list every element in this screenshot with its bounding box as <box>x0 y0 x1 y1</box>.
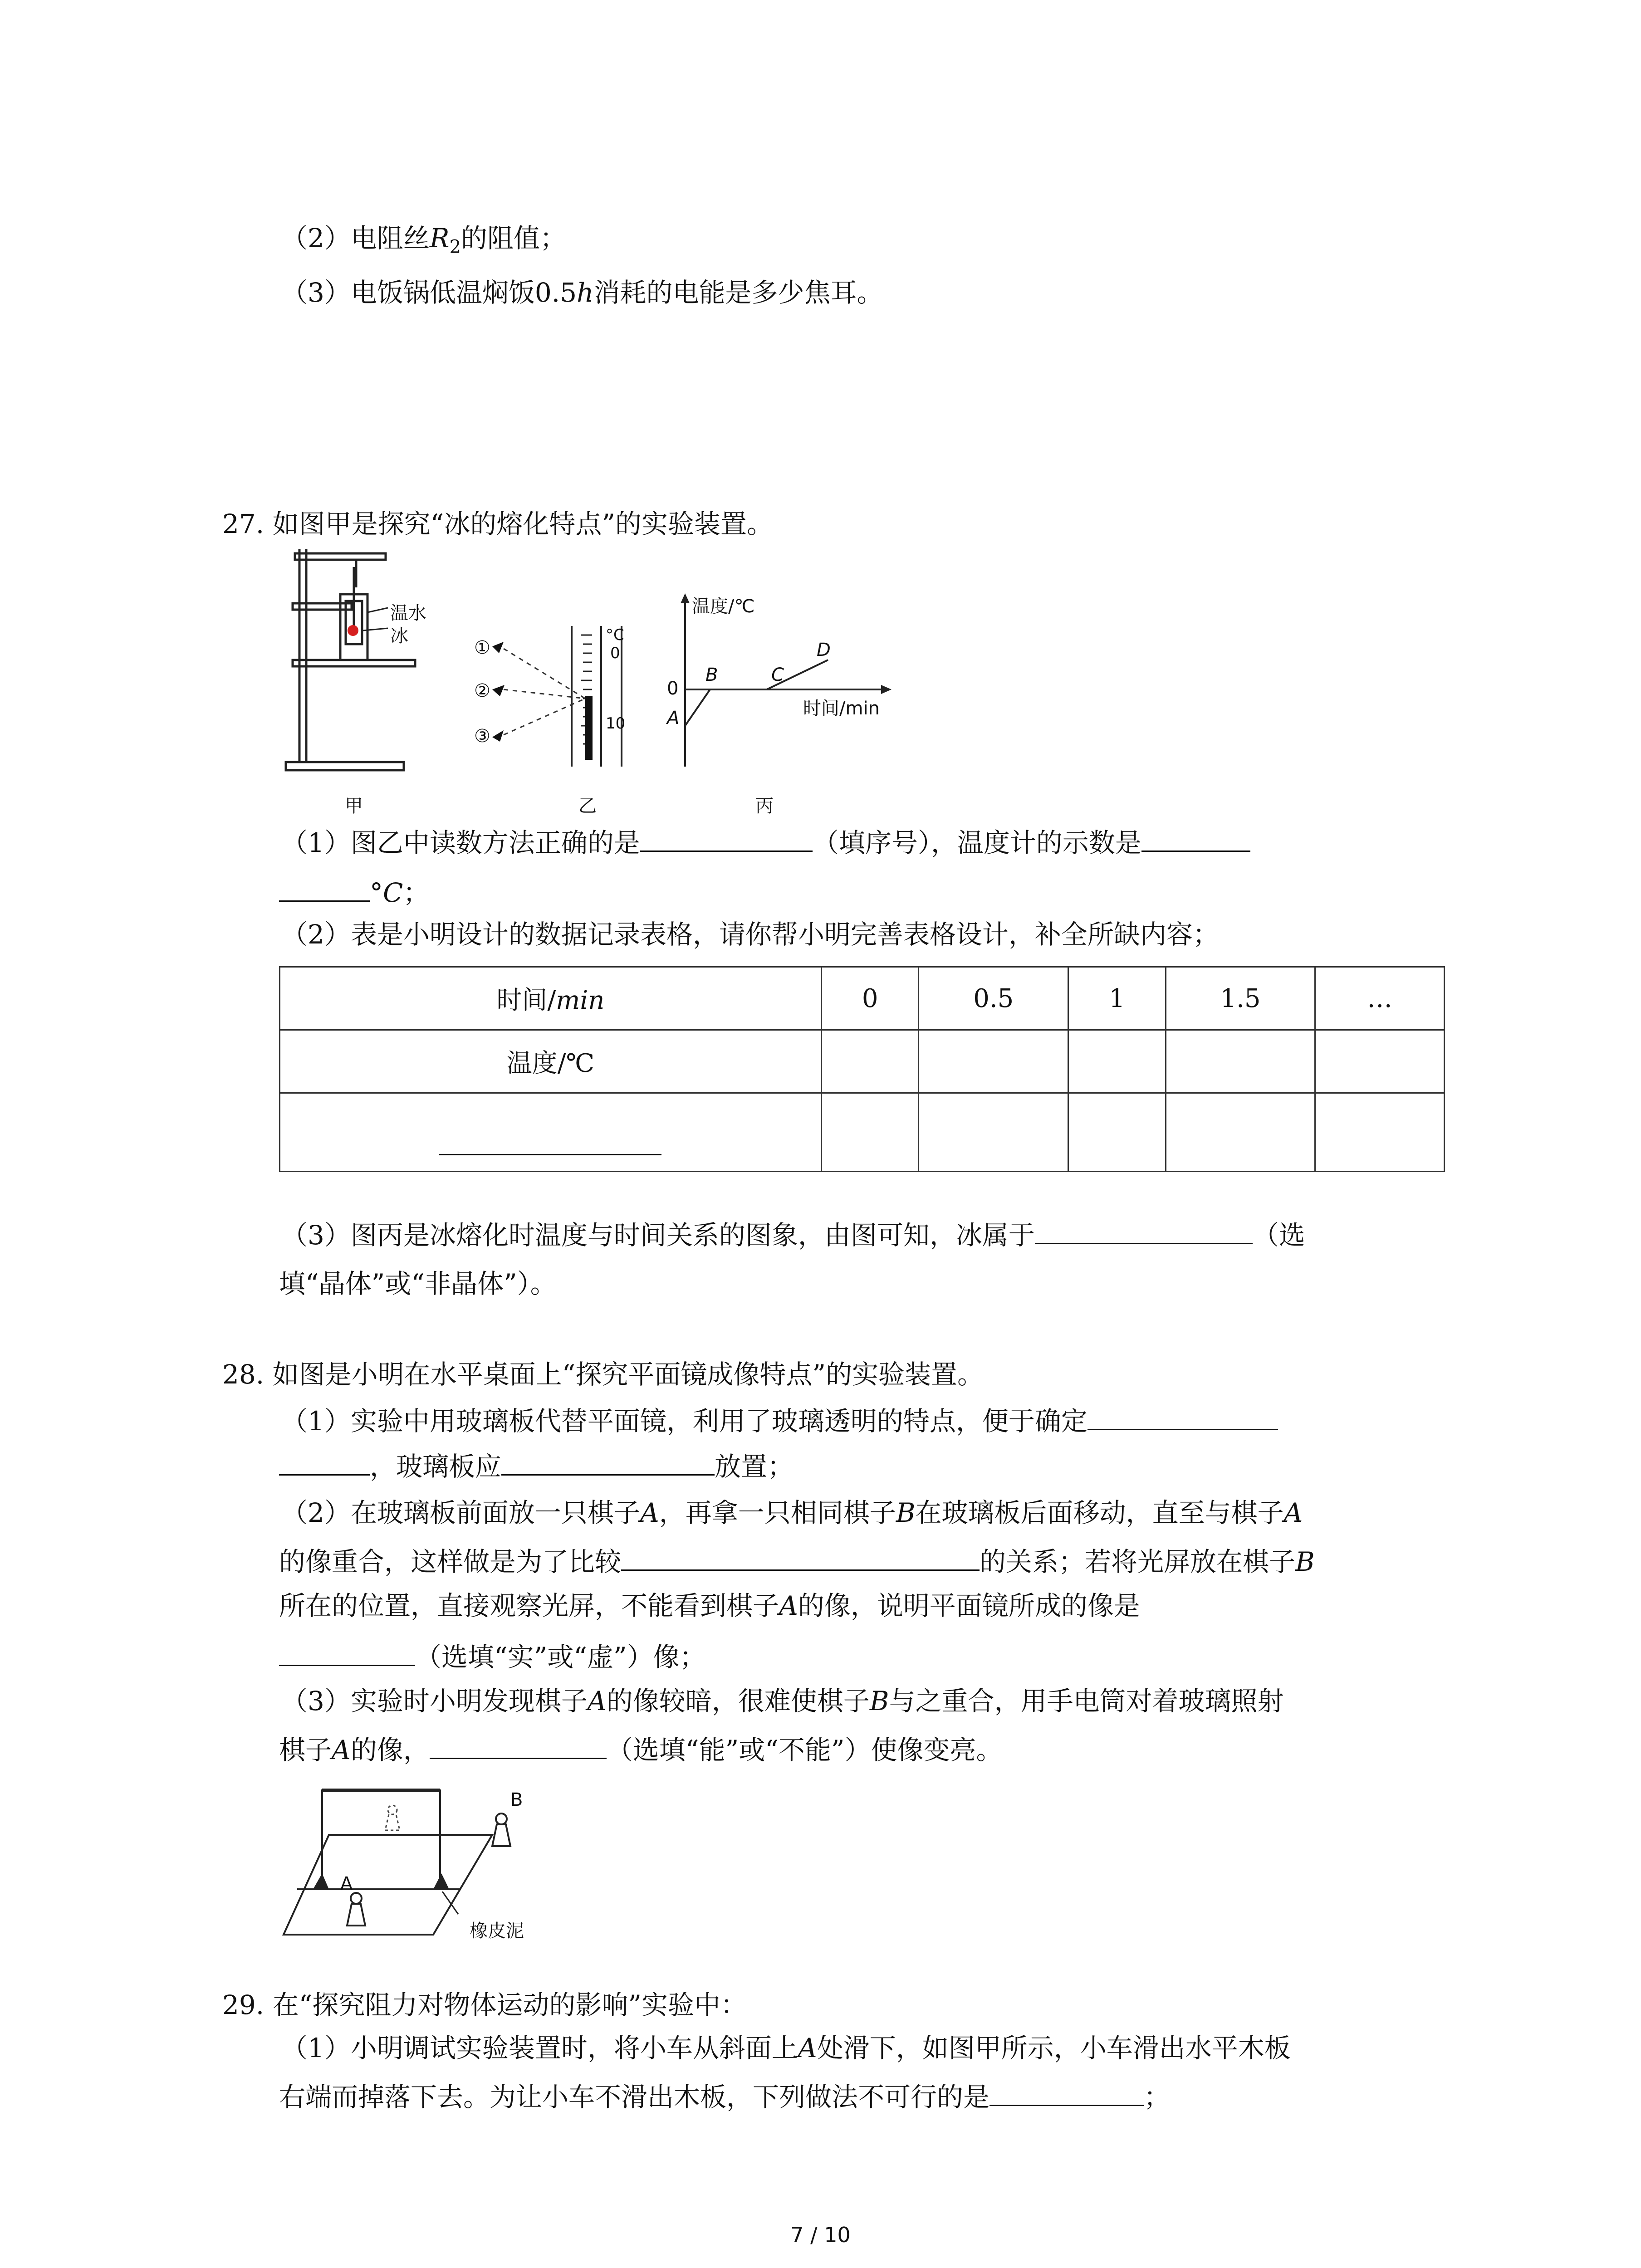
answer-blank[interactable] <box>640 823 813 852</box>
table-cell: 0 <box>821 967 919 1030</box>
answer-blank[interactable] <box>989 2077 1144 2106</box>
q26-sub2: （2）电阻丝$R_2$的阻值； <box>281 223 567 258</box>
graph-point-d: D <box>817 640 831 660</box>
q28-sub2-line4: （选填“实”或“虚”）像； <box>279 1637 706 1675</box>
figure-jia-apparatus <box>272 544 422 780</box>
table-cell[interactable] <box>821 1093 919 1172</box>
option-1: ① <box>474 637 490 658</box>
q27-sub1: （1）图乙中读数方法正确的是 （填序号），温度计的示数是 <box>281 823 1250 861</box>
q28-sub3-cont: 棋子A的像， （选填“能”或“不能”）使像变亮。 <box>279 1730 1003 1768</box>
chess-piece-a-label: A <box>340 1873 353 1894</box>
table-cell[interactable] <box>1315 1093 1445 1172</box>
q28-stem: 28. 如图是小明在水平桌面上“探究平面镜成像特点”的实验装置。 <box>222 1359 984 1390</box>
table-cell[interactable] <box>821 1030 919 1093</box>
q29-sub1-cont: 右端而掉落下去。为让小车不滑出木板，下列做法不可行的是 ； <box>279 2077 1170 2115</box>
table-cell[interactable] <box>1068 1030 1166 1093</box>
table-cell: 1.5 <box>1166 967 1315 1030</box>
page-number: 7 / 10 <box>790 2223 851 2247</box>
answer-blank[interactable] <box>621 1542 980 1571</box>
caption-jia: 甲 <box>345 796 363 816</box>
q29-sub1: （1）小明调试实验装置时，将小车从斜面上A处滑下，如图甲所示，小车滑出水平木板 <box>281 2033 1291 2063</box>
graph-point-c: C <box>771 665 784 685</box>
table-row <box>280 1093 1445 1172</box>
table-cell[interactable] <box>919 1093 1068 1172</box>
graph-xlabel: 时间/min <box>803 698 880 719</box>
option-3: ③ <box>474 726 490 747</box>
table-cell: 0.5 <box>919 967 1068 1030</box>
answer-blank[interactable] <box>1087 1402 1278 1430</box>
q27-sub3: （3）图丙是冰熔化时温度与时间关系的图象，由图可知，冰属于 （选 <box>281 1216 1305 1253</box>
graph-point-b: B <box>705 665 718 685</box>
answer-blank[interactable] <box>279 1447 370 1476</box>
thermometer-tick-0: 0 <box>610 644 620 662</box>
thermometer-tick-10: 10 <box>606 714 626 733</box>
q27-stem: 27. 如图甲是探究“冰的熔化特点”的实验装置。 <box>222 508 773 539</box>
answer-blank[interactable] <box>1035 1216 1253 1244</box>
thermometer-unit: °C <box>606 626 624 644</box>
q28-sub1-cont: ，玻璃板应 放置； <box>279 1447 794 1485</box>
graph-origin: 0 <box>667 678 679 699</box>
table-cell[interactable] <box>1068 1093 1166 1172</box>
answer-blank[interactable] <box>279 1637 415 1666</box>
table-cell[interactable] <box>280 1093 822 1172</box>
clay-label: 橡皮泥 <box>470 1921 524 1941</box>
chess-piece-b-label: B <box>510 1789 523 1810</box>
answer-blank[interactable] <box>279 873 370 902</box>
table-cell[interactable] <box>1166 1030 1315 1093</box>
q28-sub2-line2: 的像重合，这样做是为了比较 的关系；若将光屏放在棋子B <box>279 1542 1315 1580</box>
q29-stem: 29. 在“探究阻力对物体运动的影响”实验中： <box>222 1989 747 2020</box>
graph-ylabel: 温度/℃ <box>692 596 755 617</box>
table-cell: 1 <box>1068 967 1166 1030</box>
q28-sub1: （1）实验中用玻璃板代替平面镜，利用了玻璃透明的特点，便于确定 <box>281 1402 1278 1439</box>
q27-sub2: （2）表是小明设计的数据记录表格，请你帮小明完善表格设计，补全所缺内容； <box>281 919 1219 950</box>
table-row <box>280 967 1445 1030</box>
answer-blank[interactable] <box>1141 823 1250 852</box>
table-cell: 温度/℃ <box>280 1030 822 1093</box>
table-cell[interactable] <box>919 1030 1068 1093</box>
q27-sub3-cont: 填“晶体”或“非晶体”）。 <box>279 1268 557 1299</box>
graph-point-a: A <box>667 708 680 728</box>
answer-blank[interactable] <box>430 1730 607 1759</box>
table-row <box>280 1030 1445 1093</box>
answer-blank[interactable] <box>439 1136 661 1155</box>
q28-sub2-line3: 所在的位置，直接观察光屏，不能看到棋子A的像，说明平面镜所成的像是 <box>279 1590 1140 1621</box>
data-record-table <box>279 966 1445 1172</box>
caption-yi: 乙 <box>578 796 597 816</box>
option-2: ② <box>474 680 490 701</box>
q27-sub1-cont: °C； <box>279 873 429 911</box>
q28-sub2: （2）在玻璃板前面放一只棋子A，再拿一只相同棋子B在玻璃板后面移动，直至与棋子A <box>281 1497 1303 1528</box>
q28-sub3: （3）实验时小明发现棋子A的像较暗，很难使棋子B与之重合，用手电筒对着玻璃照射 <box>281 1686 1284 1716</box>
label-ice: 冰 <box>390 626 408 646</box>
table-cell: … <box>1315 967 1445 1030</box>
table-cell[interactable] <box>1166 1093 1315 1172</box>
table-cell: 时间/min <box>280 967 822 1030</box>
answer-blank[interactable] <box>501 1447 715 1476</box>
caption-bing: 丙 <box>755 796 774 816</box>
label-warm-water: 温水 <box>390 603 426 624</box>
table-cell[interactable] <box>1315 1030 1445 1093</box>
q26-sub3: （3）电饭锅低温焖饭0.5h消耗的电能是多少焦耳。 <box>281 277 883 308</box>
